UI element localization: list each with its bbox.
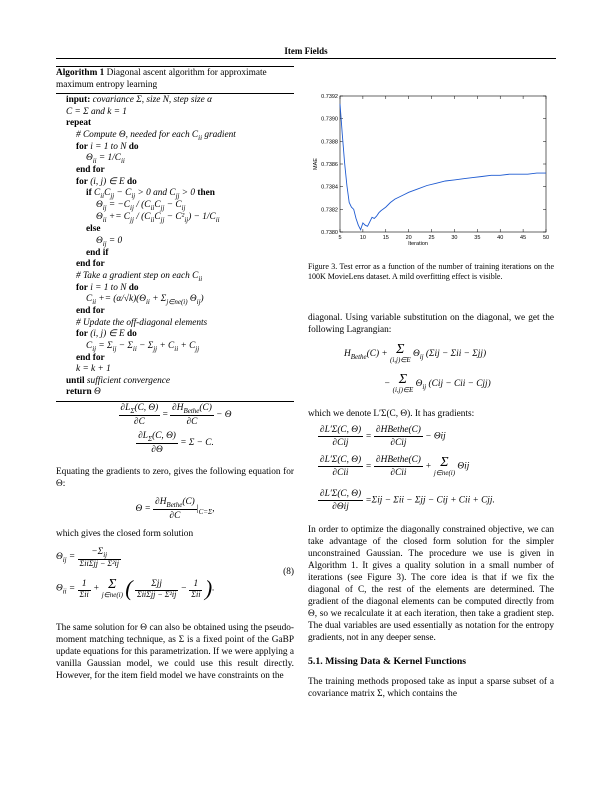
x-tick-label: 5: [338, 235, 342, 241]
right-column: [308, 312, 554, 700]
paragraph: The training methods proposed take as input a sparse subset of a covariance matrix Σ, which contains the: [308, 677, 554, 699]
mae-series-line: [340, 104, 546, 230]
algorithm-line: # Update the off-diagonal elements: [76, 317, 208, 328]
mae-chart: [312, 90, 552, 250]
paragraph: The same solution for Θ can also be obtained using the pseudo-moment matching technique, as Σ is a fixed point of the GaBP update equations for this parametrization. If we were applying a vanilla Gaussian model, we could use this result directly. However, for the item field model we have constraints on the: [56, 623, 295, 681]
algorithm-line: $\Theta_{ij} = -C_{ij} / (C_{ii}C_{jj} - C_{ij}$: [96, 200, 186, 213]
algorithm-box: [56, 66, 294, 402]
running-header: Item Fields: [284, 46, 328, 56]
algorithm-line: for (i, j) ∈ E do: [76, 176, 137, 187]
algorithm-line: end for: [76, 352, 105, 363]
fraction: $\frac{1}{\text{Σii}}$: [79, 579, 89, 599]
fraction: $\frac{\text{Σjj}}{\text{ΣiiΣjj − Σ²ij}}$: [136, 579, 177, 599]
y-tick-label: 0.7380: [321, 230, 338, 236]
algorithm-label: Algorithm 1: [56, 68, 105, 78]
paragraph: diagonal. Using variable substitution on the diagonal, we get the following Lagrangian:: [308, 313, 554, 335]
algorithm-line: C = Σ and k = 1: [66, 106, 127, 117]
y-tick-label: 0.7382: [321, 207, 338, 214]
algorithm-line: return Θ: [66, 387, 101, 398]
paragraph: Equating the gradients to zero, gives the following equation for Θ:: [56, 467, 294, 489]
equation-gradients: $\frac{\partial L'\Sigma(C, \Theta)}{\text{∂Cij}}$ = $\frac{\text{∂HBethe(C)}}{\text{∂Cij}}$ − Θij $\frac{\partial L'\Sigma(C, \Theta)}{\text{∂Cii}}$ = $\frac{\text{∂HBethe(C)}}{\text{∂Cii}}$ + Σ j∈ne(i) Θij $\frac{\partial L'\Sigma(C, \Theta)}{\text{∂Θij}}$ =Σij − Σii − Σjj − Cij + Cii + Cjj.: [320, 425, 495, 512]
x-tick-label: 25: [428, 235, 435, 241]
algorithm-line: $\Theta_{ii} = 1/C_{ii}$: [86, 153, 125, 166]
x-tick-label: 30: [451, 235, 458, 241]
fraction: $\frac{-\Sigma_{ij}}{\text{ΣiiΣjj − Σ²ij}}$: [79, 547, 119, 568]
paragraph: In order to optimize the diagonally constrained objective, we can take advantage of the closed form solution for the simpler unconstrained Gaussian. The procedure we use is given in Algorithm 1. It gives a quality solution in a small number of iterations (see Figure 3). The core idea is that if we fix the diagonal of C, the rest of the elements are determined. The gradient of the diagonal elements can be computed directly from Θ, so we recalculate it at each iteration, then take a gradient step. The dual variables are used essentially as notation for the entropy gradients, not in any deeper sense.: [308, 525, 554, 643]
algorithm-line: $\Theta_{ij} = 0$: [96, 235, 123, 248]
algorithm-line: until sufficient convergence: [66, 375, 170, 386]
y-tick-label: 0.7392: [321, 94, 338, 100]
fraction: $\frac{\partial H_{Bethe}(C)}{\partial C}$: [172, 403, 212, 427]
algorithm-line: end if: [86, 247, 109, 258]
algorithm-caption: [56, 67, 294, 94]
algorithm-line: for i = 1 to N do: [76, 141, 139, 152]
paragraph: which we denote L′Σ(C, Θ). It has gradients:: [308, 409, 475, 419]
y-tick-label: 0.7386: [321, 162, 338, 168]
equation-gradient-C: $\frac{\partial L_\Sigma(C, \Theta)}{\partial C}$ = $\frac{\partial H_{Bethe}(C)}{\partial C}$ − Θ: [120, 403, 232, 427]
algorithm-line: # Compute Θ, needed for each $C_{ii}$ gradient: [76, 129, 236, 142]
x-tick-label: 20: [405, 235, 412, 241]
x-tick-label: 15: [382, 235, 389, 241]
y-tick-label: 0.7384: [321, 184, 338, 191]
algorithm-body: [56, 94, 294, 401]
x-tick-label: 45: [520, 235, 527, 241]
plot-frame: [340, 96, 546, 232]
algorithm-line: for (i, j) ∈ E do: [76, 329, 137, 340]
algorithm-caption-text: Diagonal ascent algorithm for approximate maximum entropy learning: [56, 68, 267, 90]
algorithm-line: else: [86, 224, 101, 235]
algorithm-line: input: covariance Σ, size N, step size α: [66, 95, 212, 106]
fraction: $\frac{\partial L_\Sigma(C, \Theta)}{\partial C}$: [120, 403, 159, 427]
algorithm-line: if $C_{ii}C_{jj} - C_{ij} > 0$ and $C_{jj} > 0$ then: [86, 188, 215, 201]
algorithm-line: end for: [76, 306, 105, 316]
x-tick-label: 50: [542, 235, 550, 241]
algorithm-line: $\Theta_{ii} += C_{jj} / (C_{ii}C_{jj} - C^2_{ij}) - 1/C_{ii}$: [96, 212, 220, 225]
algorithm-line: k = k + 1: [76, 364, 111, 375]
x-axis-label: Iteration: [408, 241, 428, 247]
equation-theta: Θ = $\frac{\partial H_{Bethe}(C)}{\partial C}$ $|_{C=\Sigma}$,: [135, 497, 215, 521]
algorithm-line: end for: [76, 259, 105, 270]
fraction: $\frac{\partial L_\Sigma(C, \Theta)}{\partial\Theta}$: [138, 431, 176, 455]
paragraph: which gives the closed form solution: [56, 529, 194, 539]
y-axis-label: MAE: [313, 158, 319, 170]
algorithm-line: for i = 1 to N do: [76, 282, 139, 293]
x-tick-label: 40: [497, 235, 504, 241]
y-tick-label: 0.7390: [321, 116, 338, 123]
algorithm-line: # Take a gradient step on each $C_{ii}$: [76, 270, 203, 283]
y-tick-label: 0.7388: [321, 139, 338, 146]
section-heading: 5.1. Missing Data & Kernel Functions: [308, 656, 467, 667]
equation-number: (8): [283, 567, 294, 577]
equation-closed-form: $\Theta_{ij}$ = $\frac{-\Sigma_{ij}}{\text{ΣiiΣjj − Σ²ij}}$ $\Theta_{ii}$ = $\frac{1}{\text{Σii}}$ + Σ j∈ne(i) ( $\frac{\text{Σjj}}{\text{ΣiiΣjj − Σ²ij}}$ − $\frac{1}{\text{Σii}}$ ). (8): [56, 547, 294, 601]
fraction: $\frac{\partial H_{Bethe}(C)}{\partial C}$: [155, 497, 195, 521]
x-tick-label: 10: [359, 235, 366, 241]
equation-lagrangian: $H_{Bethe}(C)$ + Σ (i,j)∈E $\Theta_{ij}$ (Σij − Σii − Σjj) − Σ (i,j)∈E $\Theta_{ij}$ (Cij − Cii − Cjj): [344, 342, 491, 394]
algorithm-line: $C_{ii} += (\alpha/√k)(\Theta_{ii} + \Sigma_{j\in ne(i)}$ $\Theta_{ij}$): [86, 294, 204, 306]
fraction: $\frac{1}{\text{Σii}}$: [191, 579, 201, 599]
equation-gradient-theta: $\frac{\partial L_\Sigma(C, \Theta)}{\partial\Theta}$ = Σ − C.: [138, 431, 214, 455]
x-tick-label: 35: [474, 235, 481, 241]
algorithm-line: end for: [76, 165, 105, 176]
left-column: [56, 402, 294, 682]
header-rule: [56, 58, 556, 59]
algorithm-line: $C_{ij} = \Sigma_{ij} - \Sigma_{ii} - \Sigma_{jj} + C_{ii} + C_{jj}$: [86, 340, 200, 353]
figure-caption: Figure 3. Test error as a function of the number of training iterations on the 100K MovieLens dataset. A mild overfitting effect is visible.: [308, 262, 554, 281]
algorithm-line: repeat: [66, 118, 92, 129]
